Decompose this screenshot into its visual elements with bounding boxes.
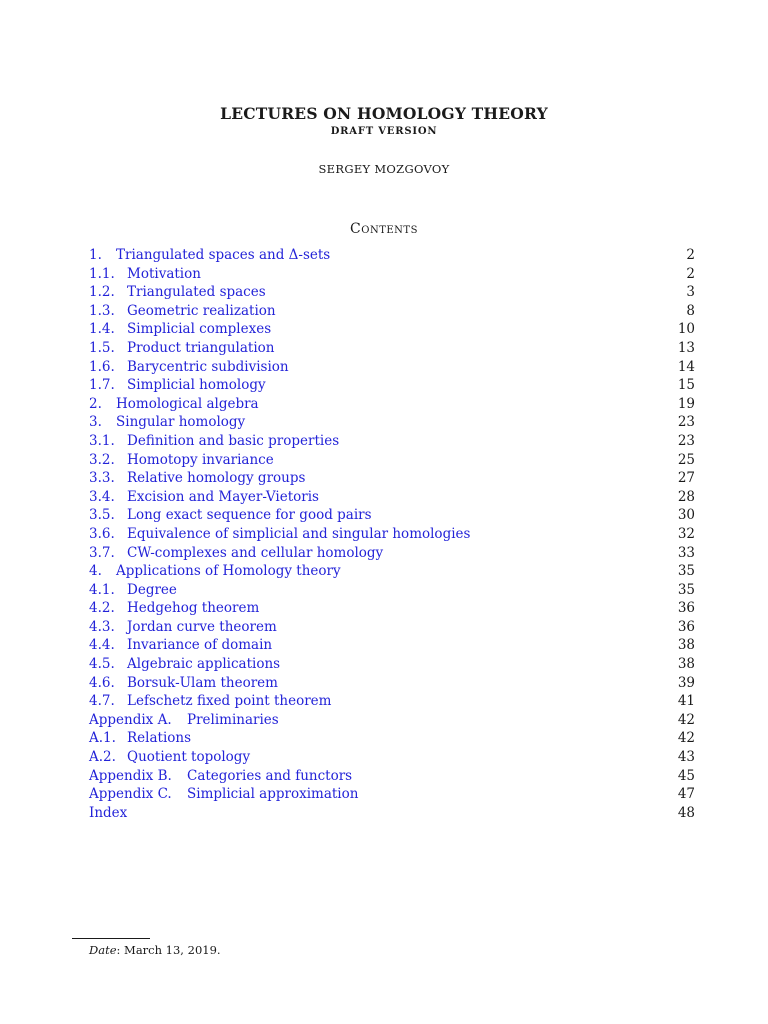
toc-entry: [89, 506, 695, 525]
toc-number: Appendix C.: [89, 786, 172, 803]
toc-link[interactable]: [89, 507, 372, 523]
toc-entry: [89, 711, 695, 730]
toc-title: Simplicial approximation: [187, 786, 359, 803]
toc-link[interactable]: [89, 656, 280, 672]
toc-entry: [89, 469, 695, 488]
toc-title: Index: [89, 804, 128, 821]
toc-entry: [89, 562, 695, 581]
toc-title: Borsuk-Ulam theorem: [127, 674, 278, 691]
toc-title: Homological algebra: [116, 395, 259, 412]
toc-link[interactable]: [89, 303, 276, 319]
toc-title: Motivation: [127, 265, 201, 282]
toc-link[interactable]: [89, 247, 330, 263]
toc-entry: [89, 748, 695, 767]
toc-number: 3.: [89, 414, 102, 431]
toc-title: Relations: [127, 730, 192, 747]
toc-page-number: 13: [677, 339, 695, 356]
toc-page-number: 23: [677, 414, 695, 431]
toc-title: Invariance of domain: [127, 637, 273, 654]
toc-title: Singular homology: [116, 414, 246, 431]
toc-page-number: 41: [677, 693, 695, 710]
toc-number: 4.1.: [89, 581, 115, 598]
toc-page-number: 30: [677, 507, 695, 524]
toc-entry: [89, 358, 695, 377]
toc-page-number: 19: [677, 395, 695, 412]
toc-link[interactable]: [89, 693, 331, 709]
toc-page-number: 15: [677, 377, 695, 394]
toc-number: 1.: [89, 247, 102, 263]
toc-page-number: 23: [677, 432, 695, 449]
toc-entry: [89, 283, 695, 302]
toc-link[interactable]: [89, 545, 383, 561]
toc-link[interactable]: [89, 340, 275, 356]
toc-number: 1.2.: [89, 284, 115, 301]
toc-entry: [89, 525, 695, 544]
toc-link[interactable]: [89, 730, 191, 746]
toc-page-number: 36: [677, 600, 695, 617]
toc-title: Categories and functors: [187, 767, 353, 784]
toc-page-number: 48: [677, 804, 695, 821]
toc-link[interactable]: [89, 749, 250, 765]
toc-link[interactable]: [89, 582, 177, 598]
toc-page-number: 33: [677, 544, 695, 561]
toc-link[interactable]: [89, 600, 259, 616]
toc-number: Appendix A.: [89, 711, 172, 728]
toc-link[interactable]: [89, 786, 358, 802]
toc-number: 3.7.: [89, 544, 115, 561]
toc-title: Hedgehog theorem: [127, 600, 260, 617]
toc-page-number: 43: [677, 749, 695, 766]
toc-link[interactable]: [89, 377, 266, 393]
toc-link[interactable]: [89, 284, 266, 300]
toc-title: Simplicial homology: [127, 377, 266, 394]
toc-entry: [89, 785, 695, 804]
toc-page-number: 36: [677, 618, 695, 635]
toc-link[interactable]: [89, 675, 278, 691]
toc-number: 4.2.: [89, 600, 115, 617]
toc-entry: [89, 655, 695, 674]
toc-number: 2.: [89, 395, 102, 412]
toc-number: 4.6.: [89, 674, 115, 691]
toc-number: 4.5.: [89, 656, 115, 673]
toc-page-number: 35: [677, 581, 695, 598]
toc-page-number: 2: [686, 247, 695, 263]
toc-page-number: 28: [677, 488, 695, 505]
toc-title: Homotopy invariance: [127, 451, 274, 468]
toc-title: Degree: [127, 581, 177, 598]
toc-title: Triangulated spaces and Δ-sets: [116, 247, 331, 263]
toc-title: Product triangulation: [127, 339, 275, 356]
toc-number: A.1.: [89, 730, 116, 747]
toc-number: 1.7.: [89, 377, 115, 394]
toc-page-number: 45: [677, 767, 695, 784]
toc-link[interactable]: [89, 396, 259, 412]
toc-number: 3.1.: [89, 432, 115, 449]
toc-number: Appendix B.: [89, 767, 172, 784]
toc-link[interactable]: [89, 452, 274, 468]
toc-title: Lefschetz fixed point theorem: [127, 693, 332, 710]
toc-page-number: 3: [686, 284, 695, 301]
toc-title: Definition and basic properties: [127, 432, 340, 449]
toc-title: Preliminaries: [187, 711, 279, 728]
toc-entry: [89, 246, 695, 265]
toc-title: Relative homology groups: [127, 470, 306, 487]
toc-entry: [89, 339, 695, 358]
toc-entry: [89, 265, 695, 284]
toc-number: 4.7.: [89, 693, 115, 710]
toc-link[interactable]: [89, 266, 201, 282]
toc-link[interactable]: [89, 563, 341, 579]
toc-page-number: 32: [677, 525, 695, 542]
toc-page-number: 39: [677, 674, 695, 691]
toc-entry: [89, 432, 695, 451]
document-title: LECTURES ON HOMOLOGY THEORY: [220, 104, 548, 123]
toc-title: Triangulated spaces: [127, 284, 266, 301]
contents-heading: Contents: [350, 221, 418, 237]
toc-link[interactable]: [89, 470, 305, 486]
toc-entry: [89, 395, 695, 414]
toc-page-number: 10: [677, 321, 695, 338]
toc-number: 1.1.: [89, 265, 115, 282]
toc-link[interactable]: [89, 414, 245, 430]
toc-number: 1.3.: [89, 302, 115, 319]
toc-entry: [89, 302, 695, 321]
footnote-rule: [72, 938, 150, 939]
toc-number: 4.3.: [89, 618, 115, 635]
toc-number: 1.5.: [89, 339, 115, 356]
toc-title: Algebraic applications: [127, 656, 281, 673]
footnote-date: [89, 943, 221, 957]
toc-entry: [89, 581, 695, 600]
toc-title: Long exact sequence for good pairs: [127, 507, 372, 524]
toc-title: Equivalence of simplicial and singular homologies: [127, 525, 471, 542]
toc-number: 3.5.: [89, 507, 115, 524]
toc-entry: [89, 636, 695, 655]
toc-number: 3.2.: [89, 451, 115, 468]
toc-entry: [89, 599, 695, 618]
toc-title: Excision and Mayer-Vietoris: [127, 488, 319, 505]
toc-number: 3.6.: [89, 525, 115, 542]
toc-page-number: 38: [677, 637, 695, 654]
toc-entry: [89, 376, 695, 395]
toc-page-number: 42: [677, 730, 695, 747]
toc-number: 4.4.: [89, 637, 115, 654]
toc-link[interactable]: [89, 768, 352, 784]
toc-link[interactable]: [89, 637, 272, 653]
document-subtitle: DRAFT VERSION: [330, 126, 438, 137]
toc-entry: [89, 488, 695, 507]
toc-page-number: 25: [677, 451, 695, 468]
toc-link[interactable]: [89, 489, 319, 505]
toc-title: Barycentric subdivision: [127, 358, 289, 375]
toc-page-number: 8: [686, 302, 695, 319]
table-of-contents: [89, 246, 695, 822]
toc-number: 1.6.: [89, 358, 115, 375]
toc-entry: [89, 692, 695, 711]
toc-entry: [89, 544, 695, 563]
toc-entry: [89, 804, 695, 823]
toc-number: 4.: [89, 563, 102, 580]
toc-entry: [89, 413, 695, 432]
footnote-label: Date: [89, 943, 117, 957]
toc-entry: [89, 729, 695, 748]
toc-link[interactable]: [89, 526, 470, 542]
toc-title: Geometric realization: [127, 302, 276, 319]
toc-title: Applications of Homology theory: [116, 563, 341, 580]
toc-page-number: 35: [677, 563, 695, 580]
toc-page-number: 27: [677, 470, 695, 487]
toc-page-number: 47: [677, 786, 695, 803]
toc-page-number: 14: [677, 358, 695, 375]
toc-page-number: 2: [686, 265, 695, 282]
toc-title: Simplicial complexes: [127, 321, 272, 338]
toc-entry: [89, 618, 695, 637]
toc-entry: [89, 320, 695, 339]
toc-link[interactable]: [89, 321, 271, 337]
toc-number: A.2.: [89, 749, 116, 766]
toc-page-number: 42: [677, 711, 695, 728]
toc-page-number: 38: [677, 656, 695, 673]
toc-title: Jordan curve theorem: [127, 618, 277, 635]
toc-title: Quotient topology: [127, 749, 251, 766]
toc-number: 3.3.: [89, 470, 115, 487]
toc-link[interactable]: [89, 805, 127, 821]
toc-entry: [89, 767, 695, 786]
toc-entry: [89, 674, 695, 693]
toc-number: 1.4.: [89, 321, 115, 338]
toc-link[interactable]: [89, 433, 339, 449]
toc-link[interactable]: [89, 359, 289, 375]
toc-title: CW-complexes and cellular homology: [127, 544, 384, 561]
toc-link[interactable]: [89, 712, 279, 728]
author-name: SERGEY MOZGOVOY: [318, 162, 450, 176]
footnote-text: : March 13, 2019.: [116, 943, 221, 957]
toc-number: 3.4.: [89, 488, 115, 505]
toc-link[interactable]: [89, 619, 277, 635]
toc-entry: [89, 451, 695, 470]
